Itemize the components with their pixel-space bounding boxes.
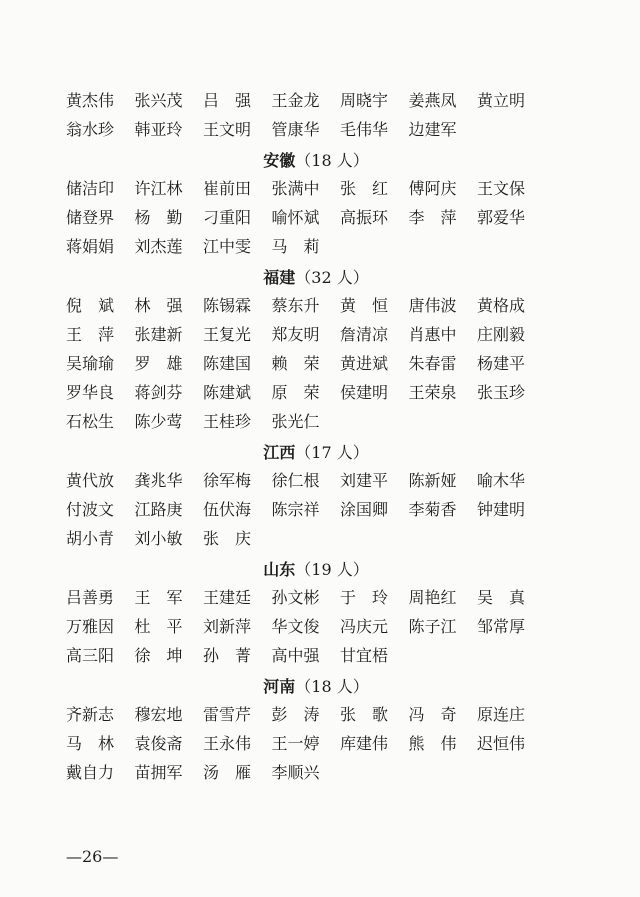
person-name: 罗 雄	[134, 353, 183, 373]
section	[66, 436, 566, 553]
name-row	[66, 378, 566, 407]
name-row	[66, 583, 566, 612]
section-heading	[66, 261, 566, 291]
person-name: 石松生	[66, 411, 115, 431]
section-heading	[66, 144, 566, 174]
name-row	[66, 641, 566, 670]
province-name: 福建	[263, 267, 296, 287]
person-name: 周艳红	[408, 587, 457, 607]
province-name: 河南	[263, 676, 296, 696]
person-name: 陈少莺	[134, 411, 183, 431]
section	[66, 86, 566, 144]
person-name: 苗拥军	[134, 762, 183, 782]
name-row	[66, 612, 566, 641]
person-name: 高中强	[271, 645, 320, 665]
person-name: 雷雪芹	[203, 704, 252, 724]
name-row	[66, 407, 566, 436]
person-name: 黄立明	[477, 90, 526, 110]
person-name: 万雅因	[66, 616, 115, 636]
person-name: 黄格成	[477, 295, 526, 315]
member-count: （18 人）	[295, 150, 369, 170]
person-name: 傅阿庆	[408, 178, 457, 198]
person-name: 翁水珍	[66, 119, 115, 139]
person-name: 唐伟波	[408, 295, 457, 315]
person-name: 江路庚	[134, 499, 183, 519]
person-name: 喻木华	[477, 470, 526, 490]
name-list	[66, 86, 566, 787]
person-name: 郭爱华	[477, 207, 526, 227]
person-name: 王 萍	[66, 324, 115, 344]
person-name: 肖惠中	[408, 324, 457, 344]
name-row	[66, 232, 566, 261]
person-name: 冯庆元	[340, 616, 389, 636]
person-name: 汤 雁	[203, 762, 252, 782]
person-name: 徐军梅	[203, 470, 252, 490]
person-name: 刁重阳	[203, 207, 252, 227]
person-name: 黄杰伟	[66, 90, 115, 110]
person-name: 黄 恒	[340, 295, 389, 315]
person-name: 王文明	[203, 119, 252, 139]
person-name: 喻怀斌	[271, 207, 320, 227]
person-name: 蒋娟娟	[66, 236, 115, 256]
person-name: 马 林	[66, 733, 115, 753]
province-name: 安徽	[263, 150, 296, 170]
person-name: 齐新志	[66, 704, 115, 724]
section-heading	[66, 670, 566, 700]
person-name: 袁俊斋	[134, 733, 183, 753]
person-name: 储登界	[66, 207, 115, 227]
person-name: 原 荣	[271, 382, 320, 402]
name-row	[66, 700, 566, 729]
name-row	[66, 758, 566, 787]
person-name: 王一婷	[271, 733, 320, 753]
person-name: 刘杰莲	[134, 236, 183, 256]
person-name: 李 萍	[408, 207, 457, 227]
person-name: 王荣泉	[408, 382, 457, 402]
person-name: 伍伏海	[203, 499, 252, 519]
person-name: 蔡东升	[271, 295, 320, 315]
name-row	[66, 349, 566, 378]
person-name: 高三阳	[66, 645, 115, 665]
person-name: 陈建国	[203, 353, 252, 373]
name-row	[66, 86, 566, 115]
person-name: 罗华良	[66, 382, 115, 402]
person-name: 王桂珍	[203, 411, 252, 431]
province-name: 江西	[263, 442, 296, 462]
person-name: 陈建斌	[203, 382, 252, 402]
person-name: 许江林	[134, 178, 183, 198]
name-row	[66, 524, 566, 553]
person-name: 张兴茂	[134, 90, 183, 110]
person-name: 杜 平	[134, 616, 183, 636]
section-heading	[66, 553, 566, 583]
person-name: 李菊香	[408, 499, 457, 519]
person-name: 原连庄	[477, 704, 526, 724]
name-row	[66, 466, 566, 495]
person-name: 王永伟	[203, 733, 252, 753]
person-name: 张 歌	[340, 704, 389, 724]
name-row	[66, 203, 566, 232]
person-name: 管康华	[271, 119, 320, 139]
person-name: 吕 强	[203, 90, 252, 110]
name-row	[66, 320, 566, 349]
person-name: 张玉珍	[477, 382, 526, 402]
person-name: 孙 菁	[203, 645, 252, 665]
person-name: 高振环	[340, 207, 389, 227]
person-name: 边建军	[408, 119, 457, 139]
person-name: 蒋剑芬	[134, 382, 183, 402]
person-name: 张 庆	[203, 528, 252, 548]
person-name: 林 强	[134, 295, 183, 315]
person-name: 韩亚玲	[134, 119, 183, 139]
person-name: 郑友明	[271, 324, 320, 344]
person-name: 储洁印	[66, 178, 115, 198]
person-name: 王金龙	[271, 90, 320, 110]
person-name: 王 军	[134, 587, 183, 607]
member-count: （17 人）	[295, 442, 369, 462]
person-name: 侯建明	[340, 382, 389, 402]
person-name: 江中雯	[203, 236, 252, 256]
person-name: 姜燕凤	[408, 90, 457, 110]
name-row	[66, 174, 566, 203]
person-name: 吴 真	[477, 587, 526, 607]
person-name: 熊 伟	[408, 733, 457, 753]
person-name: 詹清凉	[340, 324, 389, 344]
member-count: （18 人）	[295, 676, 369, 696]
name-row	[66, 729, 566, 758]
person-name: 陈子江	[408, 616, 457, 636]
section	[66, 261, 566, 436]
person-name: 刘建平	[340, 470, 389, 490]
person-name: 付波文	[66, 499, 115, 519]
person-name: 邹常厚	[477, 616, 526, 636]
person-name: 华文俊	[271, 616, 320, 636]
name-row	[66, 115, 566, 144]
person-name: 陈锡霖	[203, 295, 252, 315]
person-name: 龚兆华	[134, 470, 183, 490]
person-name: 张 红	[340, 178, 389, 198]
person-name: 刘新萍	[203, 616, 252, 636]
page-number: —26—	[66, 847, 119, 866]
person-name: 倪 斌	[66, 295, 115, 315]
person-name: 于 玲	[340, 587, 389, 607]
person-name: 崔前田	[203, 178, 252, 198]
person-name: 张光仁	[271, 411, 320, 431]
person-name: 胡小青	[66, 528, 115, 548]
person-name: 徐 坤	[134, 645, 183, 665]
person-name: 毛伟华	[340, 119, 389, 139]
person-name: 王复光	[203, 324, 252, 344]
person-name: 涂国卿	[340, 499, 389, 519]
person-name: 彭 涛	[271, 704, 320, 724]
person-name: 穆宏地	[134, 704, 183, 724]
person-name: 王文保	[477, 178, 526, 198]
person-name: 庄刚毅	[477, 324, 526, 344]
person-name: 戴自力	[66, 762, 115, 782]
section	[66, 553, 566, 670]
name-row	[66, 495, 566, 524]
person-name: 陈宗祥	[271, 499, 320, 519]
person-name: 黄代放	[66, 470, 115, 490]
section	[66, 144, 566, 261]
person-name: 钟建明	[477, 499, 526, 519]
person-name: 朱春雷	[408, 353, 457, 373]
person-name: 陈新娅	[408, 470, 457, 490]
member-count: （32 人）	[295, 267, 369, 287]
section	[66, 670, 566, 787]
section-heading	[66, 436, 566, 466]
person-name: 迟恒伟	[477, 733, 526, 753]
person-name: 孙文彬	[271, 587, 320, 607]
name-row	[66, 291, 566, 320]
person-name: 杨 勤	[134, 207, 183, 227]
person-name: 吴瑜瑜	[66, 353, 115, 373]
person-name: 冯 奇	[408, 704, 457, 724]
person-name: 黄进斌	[340, 353, 389, 373]
person-name: 徐仁根	[271, 470, 320, 490]
person-name: 周晓宇	[340, 90, 389, 110]
person-name: 库建伟	[340, 733, 389, 753]
person-name: 张建新	[134, 324, 183, 344]
province-name: 山东	[263, 559, 296, 579]
person-name: 王建廷	[203, 587, 252, 607]
person-name: 李顺兴	[271, 762, 320, 782]
person-name: 吕善勇	[66, 587, 115, 607]
person-name: 刘小敏	[134, 528, 183, 548]
person-name: 张满中	[271, 178, 320, 198]
person-name: 赖 荣	[271, 353, 320, 373]
person-name: 马 莉	[271, 236, 320, 256]
person-name: 杨建平	[477, 353, 526, 373]
member-count: （19 人）	[295, 559, 369, 579]
person-name: 甘宜梧	[340, 645, 389, 665]
